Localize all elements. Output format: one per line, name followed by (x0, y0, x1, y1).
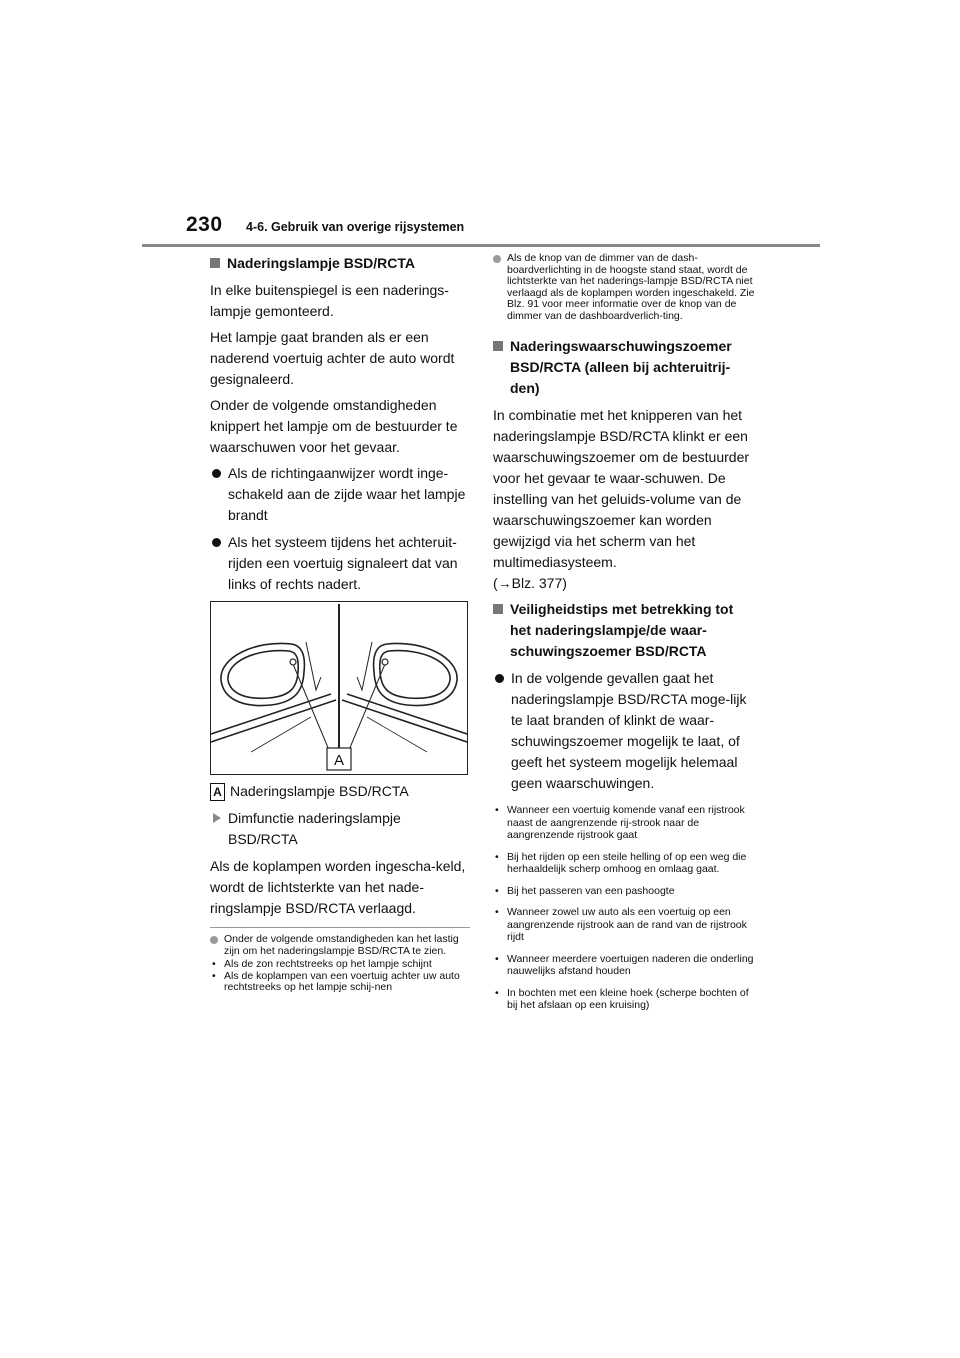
note-subitem: • Als de koplampen van een voertuig achter uw auto rechtstreeks op het lampje schij-nen (212, 969, 460, 993)
heading-naderingslampje (210, 253, 470, 274)
note-subitem-text: Als de zon rechtstreeks op het lampje schijnt (224, 958, 432, 970)
note-subitem-text: Als de koplampen van een voertuig achter uw auto rechtstreeks op het lampje schij-nen (224, 969, 460, 993)
square-bullet-icon (493, 341, 503, 351)
arrow-right-icon (213, 813, 221, 823)
paragraph: Als de koplampen worden ingescha-keld, wordt de lichtsterkte van het nade-ringslampje BSD/RCTA verlaagd. (210, 858, 466, 916)
bullet-text: In de volgende gevallen gaat het naderingslampje BSD/RCTA moge-lijk te laat branden of klinkt de waar-schuwingszoemer mogelijk te laat, of geeft het systeem mogelijk helemaal geen waarschuwingen. (511, 670, 747, 791)
paragraph: In combinatie met het knipperen van het naderingslampje BSD/RCTA klinkt er een waarschuwingszoemer om de bestuurder voor het gevaar te waar-schuwen. De instelling van het geluids-volume van de waarschuwingszoemer kan worden gewijzigd via het scherm van het multimediasysteem. (493, 407, 750, 570)
right-column (493, 253, 755, 1021)
note-dot-icon (210, 936, 218, 944)
note-item (210, 934, 470, 957)
page-number: 230 (186, 213, 223, 236)
list-item: • Wanneer een voertuig komende vanaf een rijstrook naast de aangrenzende rij-strook naar de aangrenzende rijstrook gaat (495, 804, 745, 841)
list-item-text: Wanneer meerdere voertuigen naderen die onderling nauwelijks afstand houden (507, 952, 754, 977)
paragraph: Het lampje gaat branden als er een naderend voertuig achter de auto wordt gesignaleerd. (210, 329, 455, 387)
bullet-text: Als het systeem tijdens het achteruit-rijden een voertuig signaleert dat van links of rechts nadert. (228, 534, 458, 592)
heading-text: Naderingslampje BSD/RCTA (227, 255, 415, 271)
list-item-text: Bij het passeren van een pashoogte (507, 884, 675, 897)
figure-label-a: A (333, 752, 345, 769)
header-rule (142, 244, 820, 247)
bullet-item (210, 463, 470, 526)
note-divider (210, 927, 470, 928)
heading-veiligheidstips (493, 599, 755, 662)
heading-text: Naderingswaarschuwingszoemer BSD/RCTA (alleen bij achteruitrij-den) (510, 338, 732, 396)
caption-label-box: A (210, 783, 225, 801)
square-bullet-icon (493, 604, 503, 614)
figure-caption (210, 781, 470, 802)
list-item-text: Wanneer een voertuig komende vanaf een rijstrook naast de aangrenzende rij-strook naar de aangrenzende rijstrook gaat (507, 804, 745, 841)
bullet-item (493, 668, 755, 794)
note-text: Als de knop van de dimmer van de dash-boardverlichting in de hoogste stand staat, wordt de lichtsterkte van het naderings-lampje BSD/RCTA niet verlaagd als de koplampen worden ingeschakeld. Zie Blz. 91 voor meer informatie over de knop van de dimmer van de dashboardverlich-ting. (507, 252, 755, 322)
note-subitem: • Als de zon rechtstreeks op het lampje schijnt (212, 958, 432, 970)
section-title: 4-6. Gebruik van overige rijsystemen (246, 220, 465, 234)
bullet-text: Als de richtingaanwijzer wordt inge-schakeld aan de zijde waar het lampje brandt (228, 465, 466, 523)
list-item: • Bij het rijden op een steile helling of op een weg die herhaaldelijk scherp omhoog en omlaag gaat. (495, 850, 747, 875)
paragraph: In elke buitenspiegel is een naderings-lampje gemonteerd. (210, 282, 449, 319)
list-item: • Wanneer zowel uw auto als een voertuig op een aangrenzende rijstrook aan de rand van de rijstrook rijdt (495, 906, 747, 943)
heading-text: Veiligheidstips met betrekking tot het naderingslampje/de waar-schuwingszoemer BSD/RCTA (510, 601, 734, 659)
list-item-text: In bochten met een kleine hoek (scherpe bochten of bij het afslaan op een kruising) (507, 986, 749, 1011)
mirror-illustration (210, 601, 468, 775)
list-item: • Wanneer meerdere voertuigen naderen die onderling nauwelijks afstand houden (495, 952, 754, 977)
list-item: • Bij het passeren van een pashoogte (495, 884, 675, 897)
bullet-item (210, 532, 470, 595)
heading-zoemer (493, 336, 755, 399)
arrow-item-text: Dimfunctie naderingslampje BSD/RCTA (228, 810, 401, 847)
paragraph: Onder de volgende omstandigheden knippert het lampje om de bestuurder te waarschuwen voor het gevaar. (210, 397, 458, 455)
note-dot-icon (493, 255, 501, 263)
list-item-text: Bij het rijden op een steile helling of op een weg die herhaaldelijk scherp omhoog en omlaag gaat. (507, 850, 747, 875)
left-column (210, 253, 470, 994)
square-bullet-icon (210, 258, 220, 268)
caption-text: Naderingslampje BSD/RCTA (230, 783, 409, 799)
bullet-dot-icon (495, 674, 504, 683)
note-text: Onder de volgende omstandigheden kan het lastig zijn om het naderingslampje BSD/RCTA te zien. (224, 933, 459, 957)
bullet-dot-icon (212, 538, 221, 547)
note-item (493, 253, 755, 322)
bullet-dot-icon (212, 469, 221, 478)
list-item: • In bochten met een kleine hoek (scherpe bochten of bij het afslaan op een kruising) (495, 986, 749, 1011)
page-reference: (→Blz. 377) (493, 575, 567, 591)
mirror-drawing (211, 602, 467, 774)
arrow-item (210, 808, 470, 850)
list-item-text: Wanneer zowel uw auto als een voertuig op een aangrenzende rijstrook aan de rand van de rijstrook rijdt (507, 906, 747, 943)
